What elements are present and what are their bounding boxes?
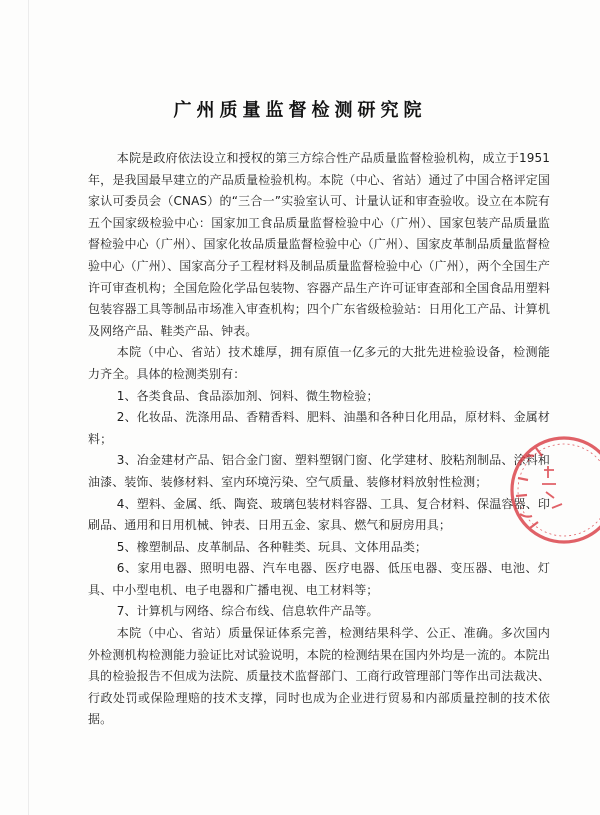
category-item: 4、塑料、金属、纸、陶瓷、玻璃包装材料容器、工具、复合材料、保温容器、印刷品、通用和日用机械、钟表、日用五金、家具、燃气和厨房用具； — [88, 496, 550, 533]
quality-paragraph: 本院（中心、省站）质量保证体系完善，检测结果科学、公正、准确。多次国内外检测机构检测能力验证比对试验说明，本院的检测结果在国内外均是一流的。本院出具的检验报告不但成为法院、质量技术监督部门、工商行政管理部门等作出司法裁决、行政处罚或保险理赔的技术支撑，同时也成为企业进行贸易和内部质量控制的技术依据。 — [88, 626, 550, 727]
category-item: 6、家用电器、照明电器、汽车电器、医疗电器、低压电器、变压器、电池、灯具、中小型电机、电子电器和广播电视、电工材料等； — [88, 561, 550, 597]
category-item: 2、化妆品、洗涤用品、香精香料、肥料、油墨和各种日化用品，原材料、金属材料； — [88, 410, 550, 446]
category-item: 7、计算机与网络、综合布线、信息软件产品等。 — [116, 604, 379, 619]
category-item: 3、冶金建材产品、铝合金门窗、塑料塑钢门窗、化学建材、胶粘剂制品、涂料和油漆、装饰、装修材料、室内环境污染、空气质量、装修材料放射性检测； — [88, 453, 550, 489]
capability-paragraph: 本院（中心、省站）技术雄厚，拥有原值一亿多元的大批先进检验设备，检测能力齐全。具体的检测类别有： — [88, 345, 550, 381]
red-seal-stamp — [492, 430, 600, 554]
seal-ring — [512, 438, 600, 542]
category-item: 1、各类食品、食品添加剂、饲料、微生物检验； — [116, 388, 379, 403]
document-body — [88, 148, 550, 731]
intro-paragraph: 本院是政府依法设立和授权的第三方综合性产品质量监督检验机构，成立于1951年，是我国最早建立的产品质量检验机构。本院（中心、省站）通过了中国合格评定国家认可委员会（CNAS）的“三合一”实验室认可、计量认证和审查验收。设立在本院有五个国家级检验中心：国家加工食品质量监督检验中心（广州）、国家包装产品质量监督检验中心（广州）、国家化妆品质量监督检验中心（广州）、国家皮革制品质量监督检验中心（广州）、国家高分子工程材料及制品质量监督检验中心（广州），两个全国生产许可审查机构；全国危险化学品包装物、容器产品生产许可证审查部和全国食品用塑料包装容器工具等制品市场准入审查机构；四个广东省级检验站：日用化工产品、计算机及网络产品、鞋类产品、钟表。 — [88, 151, 550, 338]
category-item: 5、橡塑制品、皮革制品、各种鞋类、玩具、文体用品类； — [116, 539, 428, 554]
scan-edge-line — [28, 0, 29, 815]
page-title: 广州质量监督检测研究院 — [173, 100, 427, 121]
